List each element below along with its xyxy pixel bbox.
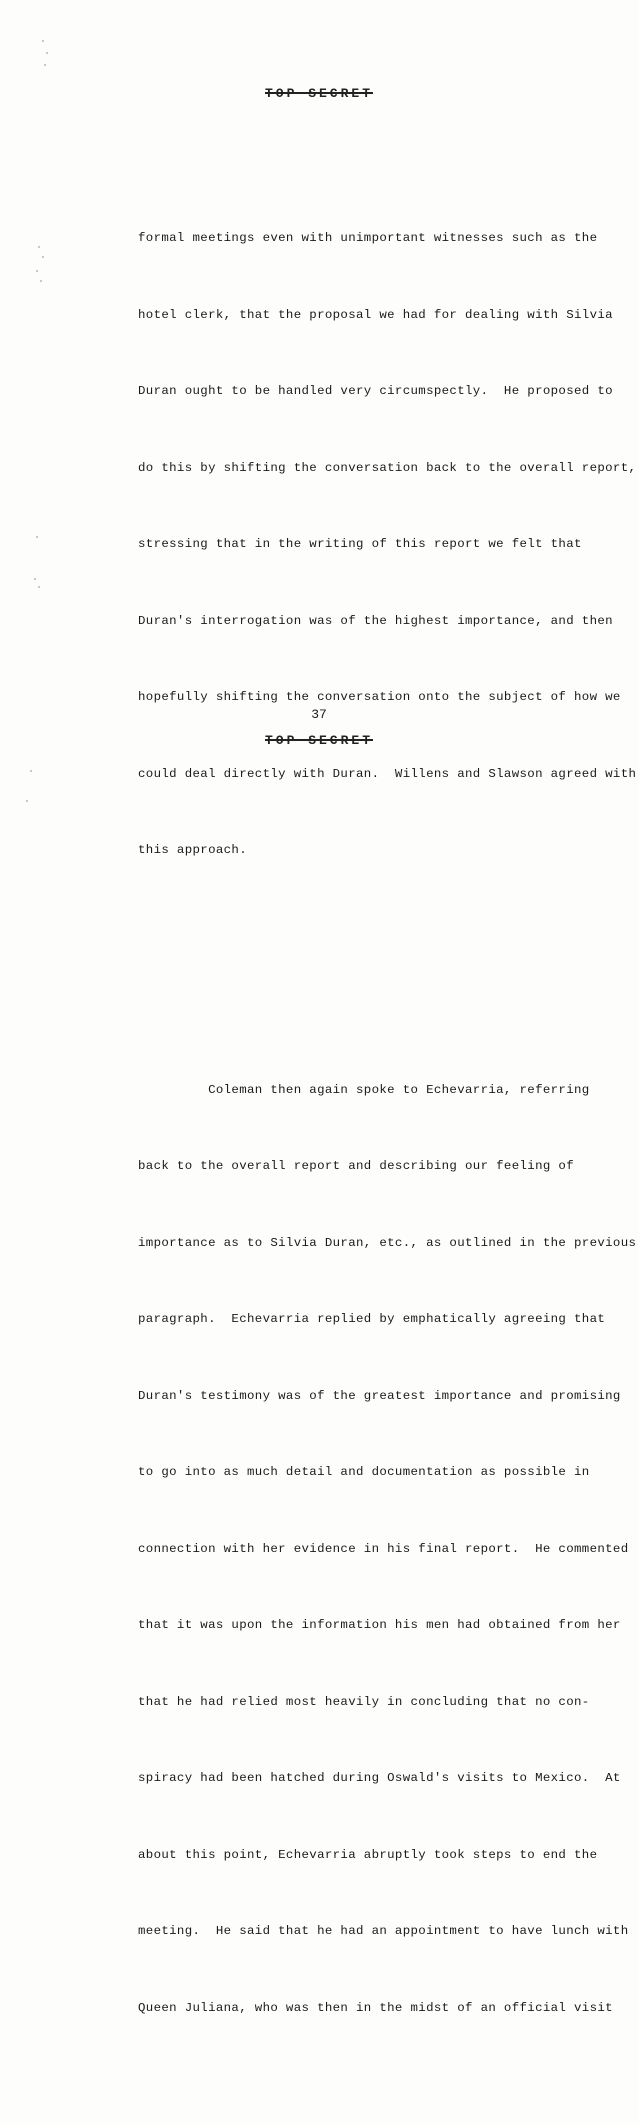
text-line: importance as to Silvia Duran, etc., as outlined in the previous (138, 1235, 637, 1250)
scan-speck (38, 586, 40, 588)
text-line: about this point, Echevarria abruptly took steps to end the (138, 1847, 598, 1862)
scan-speck (26, 800, 28, 802)
text-line: hopefully shifting the conversation onto the subject of how we (138, 690, 621, 704)
text-line: Duran ought to be handled very circumspectly. He proposed to (138, 384, 613, 398)
text-line: connection with her evidence in his final report. He commented (138, 1541, 629, 1556)
text-line: to go into as much detail and documentation as possible in (138, 1465, 590, 1479)
paragraph-1 (138, 175, 637, 915)
text-line: Coleman then again spoke to Echevarria, referring (138, 1082, 590, 1097)
scan-speck (46, 52, 48, 54)
footer-classification-marking: TOP SECRET (264, 733, 373, 748)
text-line: this approach. (138, 843, 247, 857)
document-body (138, 124, 637, 2123)
scan-speck (42, 40, 44, 42)
scan-speck (34, 578, 36, 580)
scan-speck (38, 246, 40, 248)
text-line: paragraph. Echevarria replied by emphatically agreeing that (138, 1312, 606, 1326)
text-line: that it was upon the information his men had obtained from her (138, 1618, 621, 1632)
scan-speck (30, 770, 32, 772)
header-classification-marking: TOP SECRET (264, 86, 373, 101)
text-line: Duran's interrogation was of the highest importance, and then (138, 613, 613, 628)
scan-speck (42, 256, 44, 258)
text-line: back to the overall report and describing our feeling of (138, 1159, 574, 1173)
text-line: Duran's testimony was of the greatest importance and promising (138, 1388, 621, 1403)
page-number: 37 (311, 707, 327, 722)
text-line: do this by shifting the conversation back to the overall report, (138, 460, 637, 475)
text-line: could deal directly with Duran. Willens and Slawson agreed with (138, 766, 637, 781)
text-line: spiracy had been hatched during Oswald's visits to Mexico. At (138, 1771, 621, 1785)
text-line: formal meetings even with unimportant witnesses such as the (138, 231, 598, 245)
text-line: stressing that in the writing of this report we felt that (138, 537, 582, 551)
scan-speck (36, 536, 38, 538)
text-line: hotel clerk, that the proposal we had for dealing with Silvia (138, 307, 613, 322)
paragraph-2 (138, 1027, 637, 2073)
paragraph-spacer (138, 966, 630, 976)
text-line: meeting. He said that he had an appointment to have lunch with (138, 1924, 629, 1938)
text-line: that he had relied most heavily in concluding that no con- (138, 1694, 590, 1709)
text-line: Queen Juliana, who was then in the midst of an official visit (138, 2000, 613, 2015)
scan-speck (36, 270, 38, 272)
scan-speck (40, 280, 42, 282)
scan-speck (44, 64, 46, 66)
